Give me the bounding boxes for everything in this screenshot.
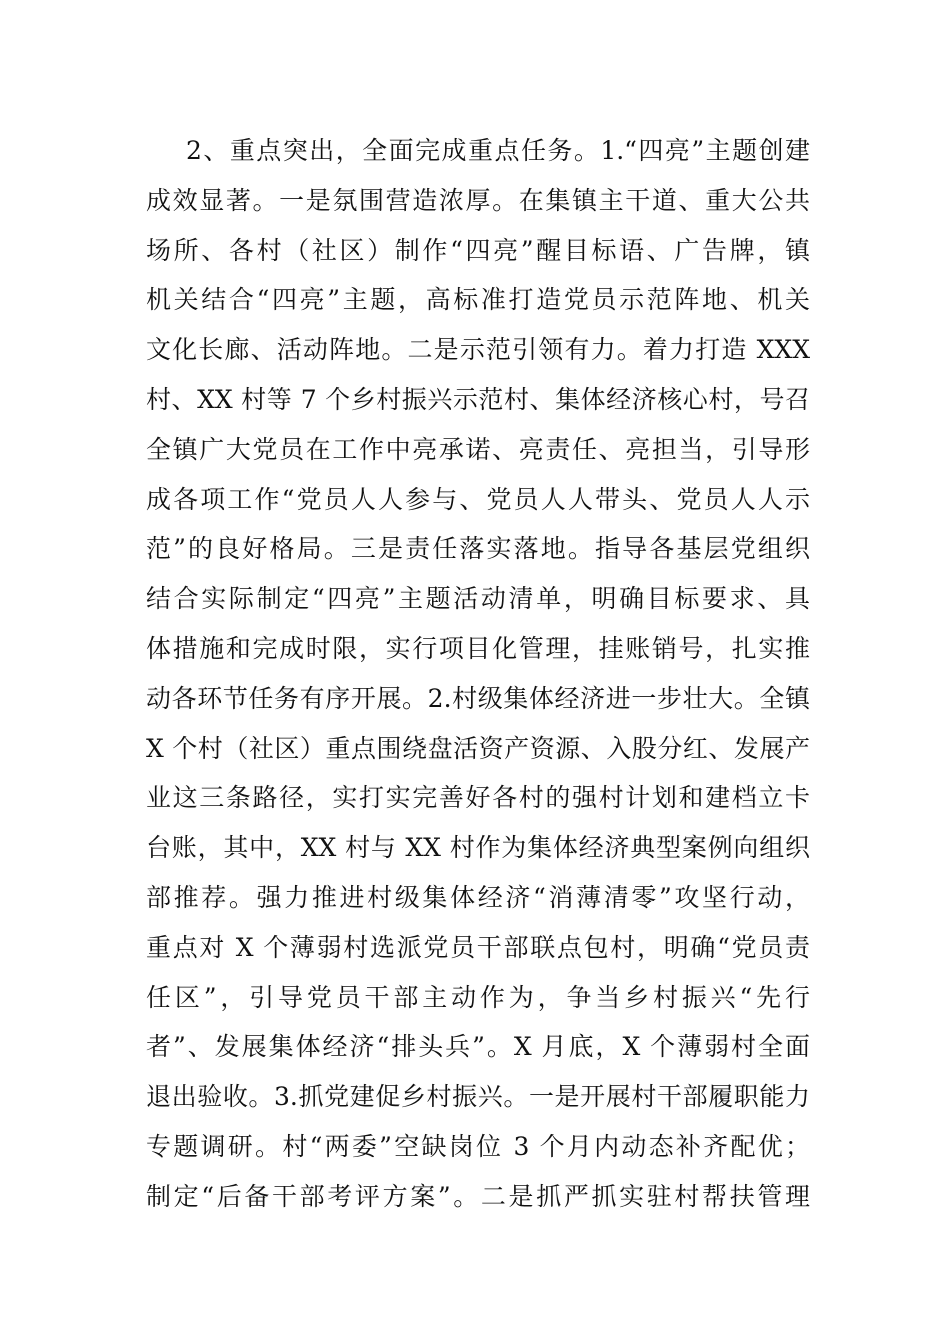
text-line-5: 文化长廊、活动阵地。二是示范引领有力。着力打造 XXX <box>146 335 810 365</box>
text-line-20: 退出验收。3.抓党建促乡村振兴。一是开展村干部履职能力 <box>146 1082 810 1112</box>
text-line-21: 专题调研。村“两委”空缺岗位 3 个月内动态补齐配优； <box>146 1131 810 1161</box>
text-line-8: 成各项工作“党员人人参与、党员人人带头、党员人人示 <box>146 484 810 514</box>
text-line-10: 结合实际制定“四亮”主题活动清单，明确目标要求、具 <box>146 584 810 614</box>
text-line-15: 台账，其中，XX 村与 XX 村作为集体经济典型案例向组织 <box>146 833 810 863</box>
text-line-16: 部推荐。强力推进村级集体经济“消薄清零”攻坚行动， <box>146 882 810 912</box>
text-line-14: 业这三条路径，实打实完善好各村的强村计划和建档立卡 <box>146 783 810 813</box>
text-line-1: 2、重点突出，全面完成重点任务。1.“四亮”主题创建 <box>186 136 810 165</box>
body-paragraph <box>146 126 810 1222</box>
text-line-22: 制定“后备干部考评方案”。二是抓严抓实驻村帮扶管理 <box>146 1181 810 1211</box>
text-line-12: 动各环节任务有序开展。2.村级集体经济进一步壮大。全镇 <box>146 683 810 713</box>
text-line-18: 任区”，引导党员干部主动作为，争当乡村振兴“先行 <box>146 982 810 1012</box>
text-line-2: 成效显著。一是氛围营造浓厚。在集镇主干道、重大公共 <box>146 185 810 215</box>
text-line-9: 范”的良好格局。三是责任落实落地。指导各基层党组织 <box>146 534 810 564</box>
text-line-13: X 个村（社区）重点围绕盘活资产资源、入股分红、发展产 <box>146 733 810 763</box>
text-line-11: 体措施和完成时限，实行项目化管理，挂账销号，扎实推 <box>146 633 810 663</box>
text-line-17: 重点对 X 个薄弱村选派党员干部联点包村，明确“党员责 <box>146 932 810 962</box>
text-line-19: 者”、发展集体经济“排头兵”。X 月底，X 个薄弱村全面 <box>146 1032 810 1062</box>
text-line-6: 村、XX 村等 7 个乡村振兴示范村、集体经济核心村，号召 <box>146 384 810 414</box>
text-line-7: 全镇广大党员在工作中亮承诺、亮责任、亮担当，引导形 <box>146 434 810 464</box>
text-line-4: 机关结合“四亮”主题，高标准打造党员示范阵地、机关 <box>146 285 810 315</box>
text-line-3: 场所、各村（社区）制作“四亮”醒目标语、广告牌，镇 <box>146 235 810 265</box>
